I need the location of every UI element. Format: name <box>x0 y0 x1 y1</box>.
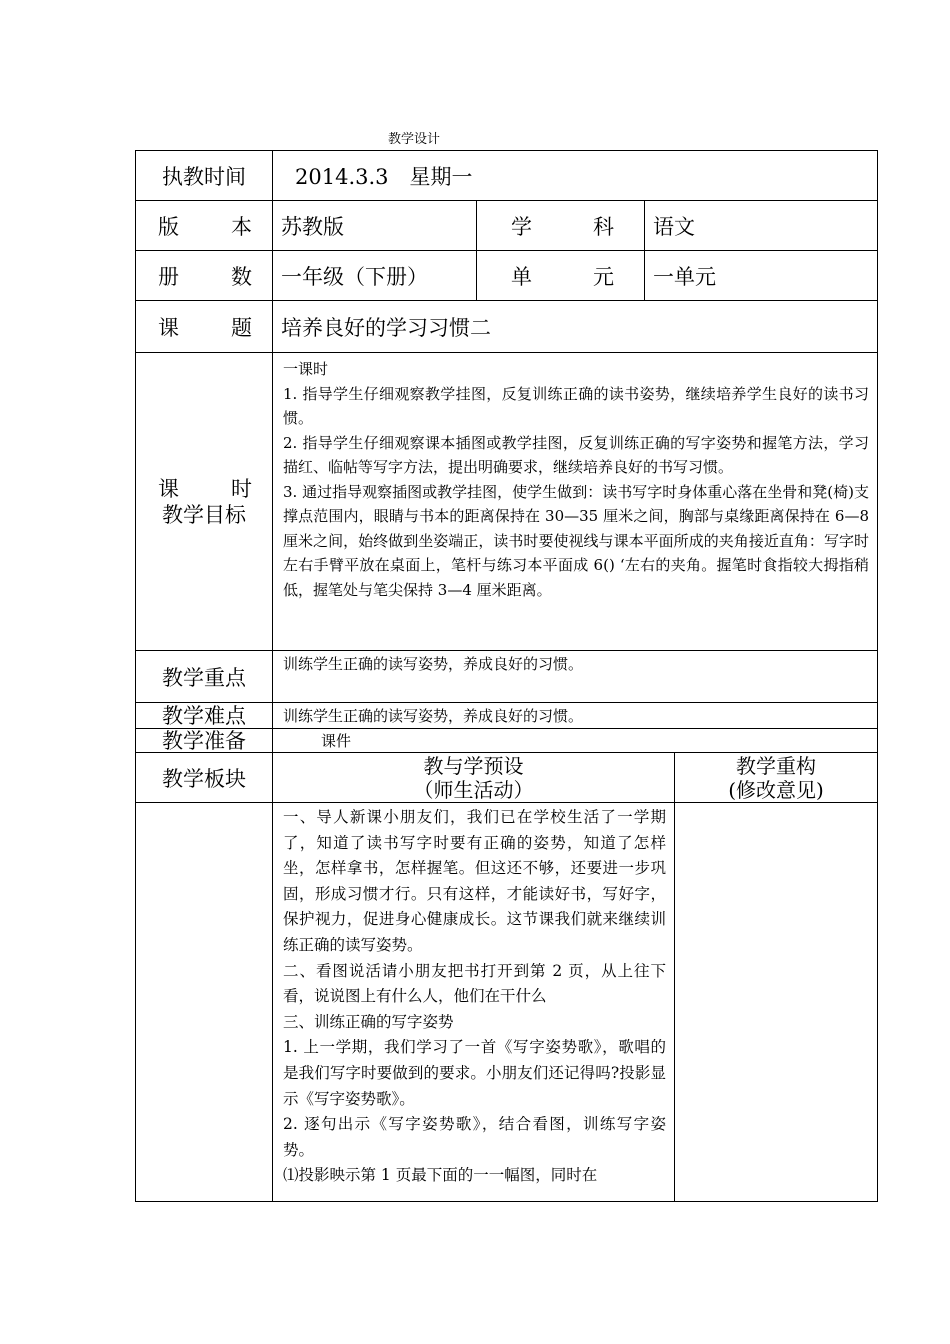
volume-value: 一年级（下册） <box>273 251 477 301</box>
process-col-header: 教与学预设 （师生活动） <box>273 753 675 803</box>
preparation-label: 教学准备 <box>136 729 273 753</box>
row-process-header <box>136 753 878 803</box>
process-line: 二、看图说活请小朋友把书打开到第 2 页，从上往下看，说说图上有什么人，他们在干什么 <box>283 961 666 1006</box>
edition-label: 版 本 <box>136 201 273 251</box>
process-line: 一、导人新课小朋友们，我们已在学校生活了一学期了，知道了读书写字时要有正确的姿势，知道了怎样坐，怎样拿书，怎样握笔。但这还不够，还要进一步巩固，形成习惯才行。只有这样，才能读好书，写好字，保护视力，促进身心健康成长。这节课我们就来继续训练正确的读写姿势。 <box>283 808 666 954</box>
row-goals <box>136 353 878 651</box>
subject-value: 语文 <box>645 201 878 251</box>
goals-content <box>273 353 878 651</box>
unit-value: 一单元 <box>645 251 878 301</box>
document-title: 教学设计 <box>388 132 441 147</box>
row-topic <box>136 301 878 353</box>
row-process-body <box>136 803 878 1202</box>
key-point-value: 训练学生正确的读写姿势，养成良好的习惯。 <box>273 651 878 703</box>
topic-value: 培养良好的学习习惯二 <box>273 301 878 353</box>
row-volume <box>136 251 878 301</box>
volume-label: 册 数 <box>136 251 273 301</box>
process-line: ⑴投影映示第 1 页最下面的一一幅图，同时在 <box>283 1166 598 1185</box>
topic-label: 课 题 <box>136 301 273 353</box>
row-key-point <box>136 651 878 703</box>
process-line: 2. 逐句出示《写字姿势歌》，结合看图，训练写字姿势。 <box>283 1115 666 1159</box>
process-line: 1. 上一学期，我们学习了一首《写字姿势歌》，歌唱的是我们写字时要做到的要求。小朋友们还记得吗?投影显示《写字姿势歌》。 <box>283 1038 666 1108</box>
key-point-label: 教学重点 <box>136 651 273 703</box>
edition-value: 苏教版 <box>273 201 477 251</box>
difficult-point-label: 教学难点 <box>136 703 273 729</box>
subject-label: 学 科 <box>477 201 645 251</box>
goals-line: 1. 指导学生仔细观察教学挂图，反复训练正确的读书姿势，继续培养学生良好的读书习惯。 <box>283 384 870 427</box>
row-preparation <box>136 729 878 753</box>
revision-cell <box>675 803 878 1202</box>
time-label: 执教时间 <box>136 151 273 201</box>
difficult-point-value: 训练学生正确的读写姿势，养成良好的习惯。 <box>273 703 878 729</box>
goals-line: 3. 通过指导观察插图或教学挂图，使学生做到：读书写字时身体重心落在坐骨和凳(椅)支撑点范围内，眼睛与书本的距离保持在 30—35 厘米之间，胸部与桌缘距离保持在 6—8 厘米之间，始终做到坐姿端正，读书时要使视线与课本平面所成的夹角接近直角：写字时左右手臂平放在桌面上，笔杆与练习本平面成 6() ‘左右的夹角。握笔时食指较大拇指稍低，握笔处与笔尖保持 3—4 厘米距离。 <box>283 482 870 599</box>
time-value: 2014.3.3 星期一 <box>273 151 878 201</box>
goals-line: 2. 指导学生仔细观察课本插图或教学挂图，反复训练正确的写字姿势和握笔方法，学习描红、临帖等写字方法，提出明确要求，继续培养良好的书写习惯。 <box>283 433 870 476</box>
goals-line: 一课时 <box>283 360 329 378</box>
process-label: 教学板块 <box>136 753 273 803</box>
unit-label: 单 元 <box>477 251 645 301</box>
row-teaching-time <box>136 151 878 201</box>
goals-label: 课 时 教学目标 <box>136 353 273 651</box>
revision-col-header: 教学重构 (修改意见) <box>675 753 878 803</box>
process-section-cell <box>136 803 273 1202</box>
row-edition <box>136 201 878 251</box>
lesson-plan-table <box>135 150 878 1202</box>
process-content <box>273 803 675 1202</box>
row-difficult-point <box>136 703 878 729</box>
preparation-value: 课件 <box>273 729 878 753</box>
process-line: 三、训练正确的写字姿势 <box>283 1012 454 1031</box>
